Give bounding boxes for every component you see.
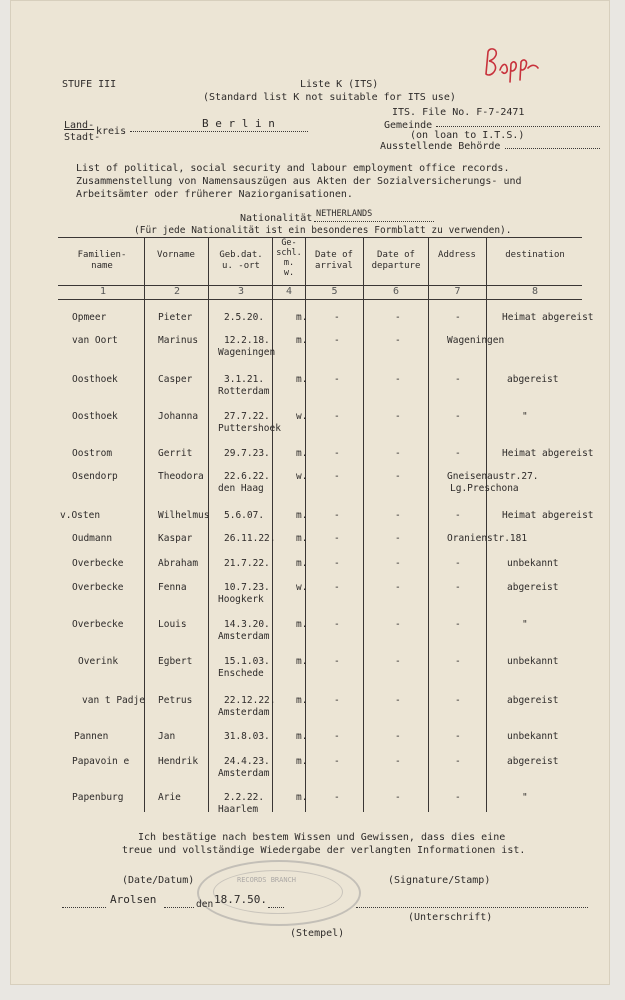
geschlecht-cell: m. [296,756,308,767]
geschlecht-cell: m. [296,619,308,630]
geburtsort-cell: Hoogkerk [218,594,264,605]
familienname-cell: Pannen [74,731,109,742]
geschlecht-cell: m. [296,533,308,544]
stamp-text: RECORDS BRANCH [237,876,297,884]
description-line-3: Arbeitsämter oder früherer Naziorganisationen. [76,189,353,200]
nationality-label: Nationalität [240,213,313,224]
column-number: 8 [531,286,539,297]
unterschrift-label: (Unterschrift) [408,912,493,923]
arrival-cell: - [334,792,340,803]
address-cell: - [455,411,461,422]
familienname-cell: Opmeer [72,312,107,323]
header-familienname: Familien- name [77,250,127,271]
geschlecht-cell: m. [296,374,308,385]
vorname-cell: Wilhelmus [158,510,210,521]
column-number: 7 [454,286,461,297]
address-cell: - [455,510,461,521]
liste-subtitle: (Standard list K not suitable for ITS use) [203,92,456,103]
column-divider [272,237,273,812]
geburtsdatum-cell: 24.4.23. [224,756,270,767]
table-top-rule [58,237,582,238]
geschlecht-cell: m. [296,695,308,706]
arrival-cell: - [334,656,340,667]
geschlecht-cell: m. [296,731,308,742]
kreis-label: kreis [96,126,127,137]
address-cell: - [455,582,461,593]
destination-cell: Heimat abgereist [502,448,594,459]
arrival-cell: - [334,312,340,323]
gemeinde-dotted-line [436,126,600,127]
date-label: (Date/Datum) [122,875,195,886]
geschlecht-cell: w. [296,582,308,593]
familienname-cell: Oosthoek [72,374,118,385]
address-cell: - [455,312,461,323]
column-number: 5 [331,286,338,297]
geschlecht-cell: m. [296,312,308,323]
its-file-number: ITS. File No. F-7-2471 [392,107,525,118]
column-divider [208,237,209,812]
familienname-cell: Papenburg [72,792,124,803]
geburtsdatum-cell: 15.1.03. [224,656,270,667]
familienname-cell: van t Padje [82,695,145,706]
address-cell: - [455,374,461,385]
vorname-cell: Hendrik [158,756,199,767]
arrival-cell: - [334,582,340,593]
column-number: 4 [285,286,293,297]
geburtsort-cell: Wageningen [218,347,276,358]
handwritten-signature [480,42,550,86]
nationality-note: (Für jede Nationalität ist ein besonderes Formblatt zu verwenden). [134,225,512,236]
vorname-cell: Kaspar [158,533,193,544]
geschlecht-cell: m. [296,792,308,803]
familienname-cell: Papavoin e [72,756,130,767]
header-destination: destination [505,250,565,260]
ausstellende-label: Ausstellende Behörde [380,141,501,152]
departure-cell: - [395,312,401,323]
destination-cell: unbekannt [507,558,559,569]
destination-cell: Heimat abgereist [502,510,594,521]
document-page [10,0,610,985]
address-cell: Oranienstr.181 [447,533,528,544]
column-divider [363,237,364,812]
geburtsdatum-cell: 5.6.07. [224,510,265,521]
geschlecht-cell: m. [296,510,308,521]
ausstellende-dotted-line [505,148,600,149]
description-line-1: List of political, social security and labour employment office records. [76,163,510,174]
departure-cell: - [395,471,401,482]
geburtsort-cell: Amsterdam [218,631,270,642]
departure-cell: - [395,756,401,767]
geburtsdatum-cell: 26.11.22. [224,533,276,544]
departure-cell: - [395,374,401,385]
geschlecht-cell: m. [296,335,308,346]
geburtsdatum-cell: 22.6.22. [224,471,270,482]
arrival-cell: - [334,695,340,706]
header-date-of-departure: Date of departure [371,250,421,271]
destination-cell: abgereist [507,582,559,593]
nationality-value: NETHERLANDS [316,209,373,219]
column-number: 1 [99,286,107,297]
place-trailing-dots [164,907,194,908]
signature-stamp-label: (Signature/Stamp) [388,875,491,886]
vorname-cell: Abraham [158,558,199,569]
destination-cell: " [522,411,528,422]
departure-cell: - [395,510,401,521]
signature-dotted-line [356,907,588,908]
column-divider [486,237,487,812]
familienname-cell: Osendorp [72,471,118,482]
header-geburtsdatum: Geb.dat. u. -ort [219,250,263,271]
departure-cell: - [395,558,401,569]
geschlecht-cell: w. [296,411,308,422]
address-cell: - [455,695,461,706]
den-label: den [196,899,214,910]
familienname-cell: Overbecke [72,558,124,569]
departure-cell: - [395,448,401,459]
destination-cell: abgereist [507,756,559,767]
geburtsdatum-cell: 2.2.22. [224,792,265,803]
address-cell: - [455,792,461,803]
vorname-cell: Louis [158,619,187,630]
confirmation-line-1: Ich bestätige nach bestem Wissen und Gewissen, dass dies eine [138,832,506,843]
arrival-cell: - [334,619,340,630]
arrival-cell: - [334,471,340,482]
kreis-value: B e r l i n [202,117,275,130]
destination-cell: unbekannt [507,731,559,742]
familienname-cell: Overink [78,656,119,667]
destination-cell: Heimat abgereist [502,312,594,323]
nationality-dotted-line [314,221,434,222]
kreis-dotted-line [130,131,308,132]
geschlecht-cell: m. [296,448,308,459]
geburtsort-cell: Amsterdam [218,768,270,779]
gemeinde-label: Gemeinde [384,120,433,131]
address-cell: Wageningen [447,335,505,346]
familienname-cell: Oosthoek [72,411,118,422]
geburtsdatum-cell: 10.7.23. [224,582,270,593]
geburtsdatum-cell: 12.2.18. [224,335,270,346]
arrival-cell: - [334,731,340,742]
departure-cell: - [395,533,401,544]
place-value: Arolsen [110,893,157,906]
vorname-cell: Theodora [158,471,204,482]
stempel-label: (Stempel) [290,928,345,939]
destination-cell: abgereist [507,695,559,706]
vorname-cell: Jan [158,731,176,742]
on-loan-note: (on loan to I.T.S.) [410,130,525,141]
destination-cell: " [522,792,528,803]
geburtsort-cell: Puttershoek [218,423,281,434]
date-value: 18.7.50. [214,893,267,906]
column-number: 3 [237,286,245,297]
familienname-cell: van Oort [72,335,118,346]
arrival-cell: - [334,448,340,459]
arrival-cell: - [334,533,340,544]
departure-cell: - [395,792,401,803]
header-address: Address [438,250,476,260]
geburtsdatum-cell: 3.1.21. [224,374,265,385]
arrival-cell: - [334,756,340,767]
geschlecht-cell: m. [296,558,308,569]
destination-cell: unbekannt [507,656,559,667]
arrival-cell: - [334,411,340,422]
address-cell: - [455,731,461,742]
vorname-cell: Fenna [158,582,187,593]
arrival-cell: - [334,558,340,569]
geburtsort-cell: den Haag [218,483,264,494]
address-cell: Gneisenaustr.27. [447,471,539,482]
address-cell: - [455,558,461,569]
address-cell: - [455,656,461,667]
departure-cell: - [395,619,401,630]
destination-cell: " [522,619,528,630]
arrival-cell: - [334,335,340,346]
geburtsdatum-cell: 2.5.20. [224,312,265,323]
date-dots [268,907,284,908]
departure-cell: - [395,731,401,742]
destination-cell: abgereist [507,374,559,385]
description-line-2: Zusammenstellung von Namensauszügen aus Akten der Sozialversicherungs- und [76,176,522,187]
confirmation-line-2: treue und vollständige Wiedergabe der verlangten Informationen ist. [122,845,526,856]
departure-cell: - [395,582,401,593]
geburtsort-cell: Rotterdam [218,386,270,397]
geburtsort-cell: Amsterdam [218,707,270,718]
familienname-cell: v.Osten [60,510,101,521]
vorname-cell: Marinus [158,335,199,346]
geburtsort-cell: Haarlem [218,804,259,815]
vorname-cell: Arie [158,792,181,803]
header-vorname: Vorname [157,250,195,260]
column-number: 2 [173,286,181,297]
geschlecht-cell: w. [296,471,308,482]
geschlecht-cell: m. [296,656,308,667]
column-divider [428,237,429,812]
stufe-label: STUFE III [62,79,117,90]
familienname-cell: Oudmann [72,533,113,544]
geburtsort-cell: Enschede [218,668,264,679]
departure-cell: - [395,411,401,422]
geburtsdatum-cell: 21.7.22. [224,558,270,569]
vorname-cell: Petrus [158,695,193,706]
header-geschlecht: Ge- schl. m. w. [276,238,302,278]
vorname-cell: Gerrit [158,448,193,459]
vorname-cell: Casper [158,374,193,385]
vorname-cell: Egbert [158,656,193,667]
address-cell: - [455,756,461,767]
geburtsdatum-cell: 22.12.22. [224,695,276,706]
place-leading-dots [62,907,106,908]
column-number: 6 [392,286,400,297]
numbers-bottom-rule [58,299,582,300]
departure-cell: - [395,695,401,706]
familienname-cell: Overbecke [72,582,124,593]
geburtsdatum-cell: 14.3.20. [224,619,270,630]
geburtsdatum-cell: 31.8.03. [224,731,270,742]
liste-title: Liste K (ITS) [300,79,379,90]
column-divider [305,237,306,812]
vorname-cell: Johanna [158,411,199,422]
familienname-cell: Oostrom [72,448,113,459]
familienname-cell: Overbecke [72,619,124,630]
arrival-cell: - [334,510,340,521]
arrival-cell: - [334,374,340,385]
geburtsdatum-cell: 29.7.23. [224,448,270,459]
land-label: Land- [64,120,95,131]
address-cell: - [455,448,461,459]
header-date-of-arrival: Date of arrival [315,250,353,271]
column-divider [144,237,145,812]
departure-cell: - [395,335,401,346]
vorname-cell: Pieter [158,312,193,323]
address-cell: - [455,619,461,630]
stadt-label: Stadt- [64,132,101,143]
departure-cell: - [395,656,401,667]
address-line-2-cell: Lg.Preschona [450,483,519,494]
geburtsdatum-cell: 27.7.22. [224,411,270,422]
